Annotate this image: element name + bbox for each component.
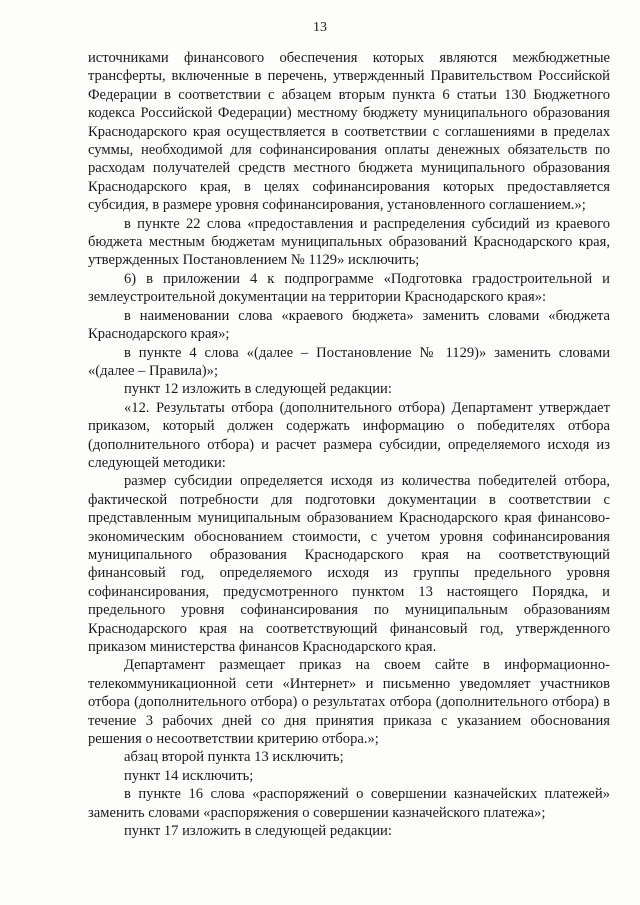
document-body xyxy=(88,49,610,840)
paragraph: «12. Результаты отбора (дополнительного отбора) Департамент утверждает приказом, который должен содержать информацию о победителях отбора (дополнительного отбора) и расчет размера субсидии, определяемого исходя из следующей методики: xyxy=(88,399,610,471)
paragraph: пункт 14 исключить; xyxy=(124,767,254,784)
paragraph: в пункте 22 слова «предоставления и распределения субсидий из краевого бюджета местным бюджетам муниципальных образований Краснодарского края, утвержденных Постановлением № 1129» исключить; xyxy=(88,215,610,269)
paragraph: пункт 12 изложить в следующей редакции: xyxy=(124,381,392,398)
paragraph: абзац второй пункта 13 исключить; xyxy=(124,749,344,766)
page-number: 13 xyxy=(313,20,327,35)
paragraph: в пункте 16 слова «распоряжений о совершении казначейских платежей» заменить словами «распоряжения о совершении казначейского платежа»; xyxy=(88,786,610,821)
paragraph: пункт 17 изложить в следующей редакции: xyxy=(124,823,392,840)
paragraph: 6) в приложении 4 к подпрограмме «Подготовка градостроительной и землеустроительной документации на территории Краснодарского края»: xyxy=(88,270,610,306)
paragraph-continuation: источниками финансового обеспечения которых являются межбюджетные трансферты, включенные в перечень, утвержденный Правительством Российской Федерации в соответствии с абзацем вторым пункта 6 статьи 130 Бюджетного кодекса Российской Федерации) местному бюджету муниципального образования Краснодарского края осуществляется в соответствии с соглашениями в пределах суммы, необходимой для софинансирования оплаты денежных обязательств по расходам получателей средств местного бюджета муниципального образования Краснодарского края, в целях софинансирования которых предоставляется субсидия, в размере уровня софинансирования, установленного соглашением.»; xyxy=(88,50,610,214)
paragraph: в наименовании слова «краевого бюджета» заменить словами «бюджета Краснодарского края»; xyxy=(88,307,610,343)
paragraph: в пункте 4 слова «(далее – Постановление № 1129)» заменить словами «(далее – Правила)»; xyxy=(88,344,610,379)
paragraph: Департамент размещает приказ на своем сайте в информационно-телекоммуникационной сети «Интернет» и письменно уведомляет участников отбора (дополнительного отбора) о результатах отбора (дополнительного отбора) в течение 3 рабочих дней со дня принятия приказа с указанием обоснования решения о несоответствии критерию отбора.»; xyxy=(88,657,610,748)
paragraph: размер субсидии определяется исходя из количества победителей отбора, фактической потребности для подготовки документации в соответствии с представленным муниципальным образованием Краснодарского края финансово-экономическим обоснованием стоимости, с учетом уровня софинансирования муниципального образования Краснодарского края на соответствующий финансовый год, определяемого исходя из группы предельного уровня софинансирования, предусмотренного пунктом 13 настоящего Порядка, и предельного уровня софинансирования по муниципальным образованиям Краснодарского края на соответствующий финансовый год, утвержденного приказом министерства финансов Краснодарского края. xyxy=(88,473,610,655)
